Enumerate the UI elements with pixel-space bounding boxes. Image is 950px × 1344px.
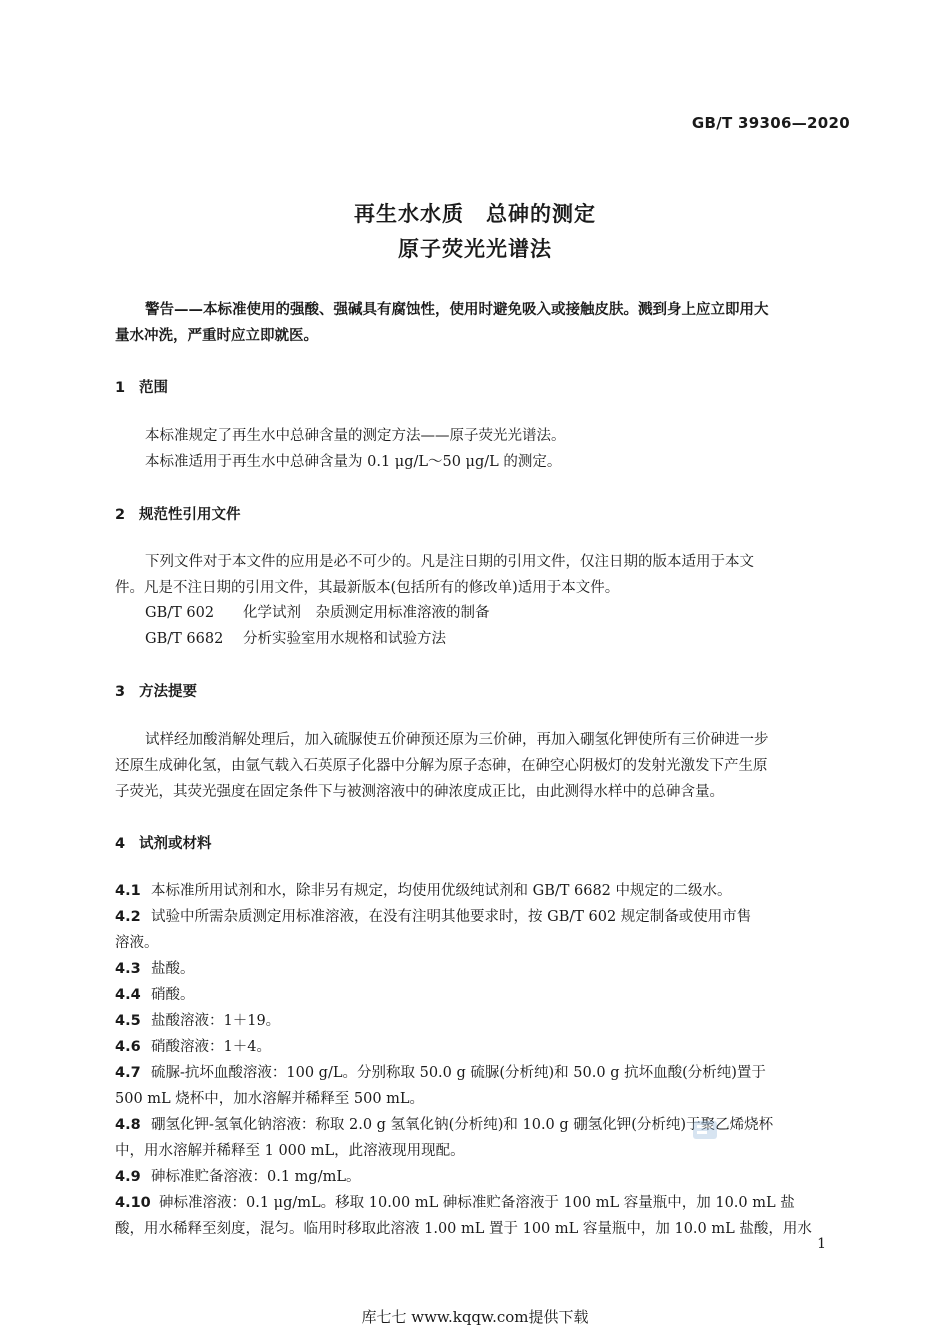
item-text: 砷标准溶液：0.1 μg/mL。移取 10.00 mL 砷标准贮备溶液于 100 mL 容量瓶中，加 10.0 mL 盐 [159, 1195, 795, 1211]
document-title-line2: 原子荧光光谱法 [398, 237, 552, 261]
section-title: 规范性引用文件 [139, 507, 241, 523]
paragraph-line: 件。凡是不注日期的引用文件，其最新版本(包括所有的修改单)适用于本文件。 [115, 580, 620, 596]
list-item-4-7 [115, 1060, 850, 1086]
section-heading-2 [115, 503, 241, 524]
reference-code: GB/T 6682 [145, 631, 224, 647]
item-number: 4.9 [115, 1169, 141, 1185]
section-title: 试剂或材料 [139, 836, 212, 852]
section-heading-4 [115, 832, 212, 853]
section-title: 方法提要 [139, 684, 197, 700]
paragraph-line: 子荧光，其荧光强度在固定条件下与被测溶液中的砷浓度成正比，由此测得水样中的总砷含量。 [115, 784, 724, 800]
paragraph-line: 试样经加酸消解处理后，加入硫脲使五价砷预还原为三价砷，再加入硼氢化钾使所有三价砷进一步 [145, 732, 769, 748]
section-heading-3 [115, 680, 197, 701]
item-number: 4.7 [115, 1065, 141, 1081]
paragraph-line: 下列文件对于本文件的应用是必不可少的。凡是注日期的引用文件，仅注日期的版本适用于本文 [145, 554, 754, 570]
list-item-4-9 [115, 1164, 850, 1190]
list-item-4-5 [115, 1008, 850, 1034]
list-item-4-2 [115, 904, 850, 930]
item-text: 硝酸。 [151, 987, 195, 1003]
items-list [115, 878, 850, 1242]
item-text: 硼氢化钾-氢氧化钠溶液：称取 2.0 g 氢氧化钠(分析纯)和 10.0 g 硼氢化钾(分析纯)于聚乙烯烧杯 [151, 1117, 774, 1133]
list-item-4-6 [115, 1034, 850, 1060]
warning-line-2: 量水冲洗，严重时应立即就医。 [115, 328, 318, 344]
title-part-a: 再生水水质 [354, 202, 464, 226]
list-item-4-3 [115, 956, 850, 982]
paragraph: 本标准适用于再生水中总砷含量为 0.1 μg/L～50 μg/L 的测定。 [145, 454, 562, 470]
warning-paragraph [115, 297, 850, 349]
item-text: 硫脲-抗坏血酸溶液：100 g/L。分别称取 50.0 g 硫脲(分析纯)和 50.0 g 抗坏血酸(分析纯)置于 [151, 1065, 766, 1081]
list-item-4-8 [115, 1112, 850, 1138]
list-item-4-10 [115, 1190, 850, 1216]
item-text: 盐酸。 [151, 961, 195, 977]
section-heading-1 [115, 376, 168, 397]
item-text: 砷标准贮备溶液：0.1 mg/mL。 [151, 1169, 361, 1185]
paragraph: 本标准规定了再生水中总砷含量的测定方法——原子荧光光谱法。 [145, 428, 566, 444]
page-number: 1 [817, 1236, 826, 1252]
item-text: 试验中所需杂质测定用标准溶液，在没有注明其他要求时，按 GB/T 602 规定制备或使用市售 [151, 909, 752, 925]
standard-code: GB/T 39306—2020 [691, 114, 850, 132]
watermark-stamp-icon [692, 1120, 718, 1140]
reference-code: GB/T 602 [145, 605, 215, 621]
section-title: 范围 [139, 380, 168, 396]
item-number: 4.4 [115, 987, 141, 1003]
warning-line-1: 警告——本标准使用的强酸、强碱具有腐蚀性，使用时避免吸入或接触皮肤。溅到身上应立即用大 [145, 302, 769, 318]
section-1-body [115, 423, 850, 475]
list-item-4-4 [115, 982, 850, 1008]
section-number: 1 [115, 380, 126, 396]
download-footer: 库七七 www.kqqw.com提供下载 [361, 1308, 589, 1326]
section-number: 2 [115, 507, 126, 523]
section-number: 4 [115, 836, 126, 852]
reference-title: 分析实验室用水规格和试验方法 [243, 631, 446, 647]
section-number: 3 [115, 684, 126, 700]
item-number: 4.3 [115, 961, 141, 977]
item-number: 4.8 [115, 1117, 141, 1133]
list-item-continuation: 中，用水溶解并稀释至 1 000 mL，此溶液现用现配。 [115, 1143, 465, 1159]
item-number: 4.1 [115, 883, 141, 899]
list-item-4-1 [115, 878, 850, 904]
section-3-body [115, 727, 850, 805]
item-number: 4.5 [115, 1013, 141, 1029]
reference-title: 化学试剂 杂质测定用标准溶液的制备 [243, 605, 490, 621]
item-number: 4.6 [115, 1039, 141, 1055]
normative-reference-2 [145, 626, 446, 652]
title-part-b: 总砷的测定 [486, 202, 596, 226]
section-2-body [115, 549, 850, 601]
item-number: 4.10 [115, 1195, 151, 1211]
paragraph-line: 还原生成砷化氢，由氩气载入石英原子化器中分解为原子态砷，在砷空心阴极灯的发射光激发下产生原 [115, 758, 768, 774]
item-text: 硝酸溶液：1＋4。 [151, 1039, 271, 1055]
list-item-continuation: 酸，用水稀释至刻度，混匀。临用时移取此溶液 1.00 mL 置于 100 mL 容量瓶中，加 10.0 mL 盐酸，用水 [115, 1221, 812, 1237]
item-text: 盐酸溶液：1＋19。 [151, 1013, 281, 1029]
item-text: 本标准所用试剂和水，除非另有规定，均使用优级纯试剂和 GB/T 6682 中规定的二级水。 [151, 883, 732, 899]
item-number: 4.2 [115, 909, 141, 925]
normative-reference-1 [145, 600, 490, 626]
list-item-continuation: 溶液。 [115, 935, 159, 951]
list-item-continuation: 500 mL 烧杯中，加水溶解并稀释至 500 mL。 [115, 1091, 425, 1107]
document-title-line1 [0, 198, 950, 228]
